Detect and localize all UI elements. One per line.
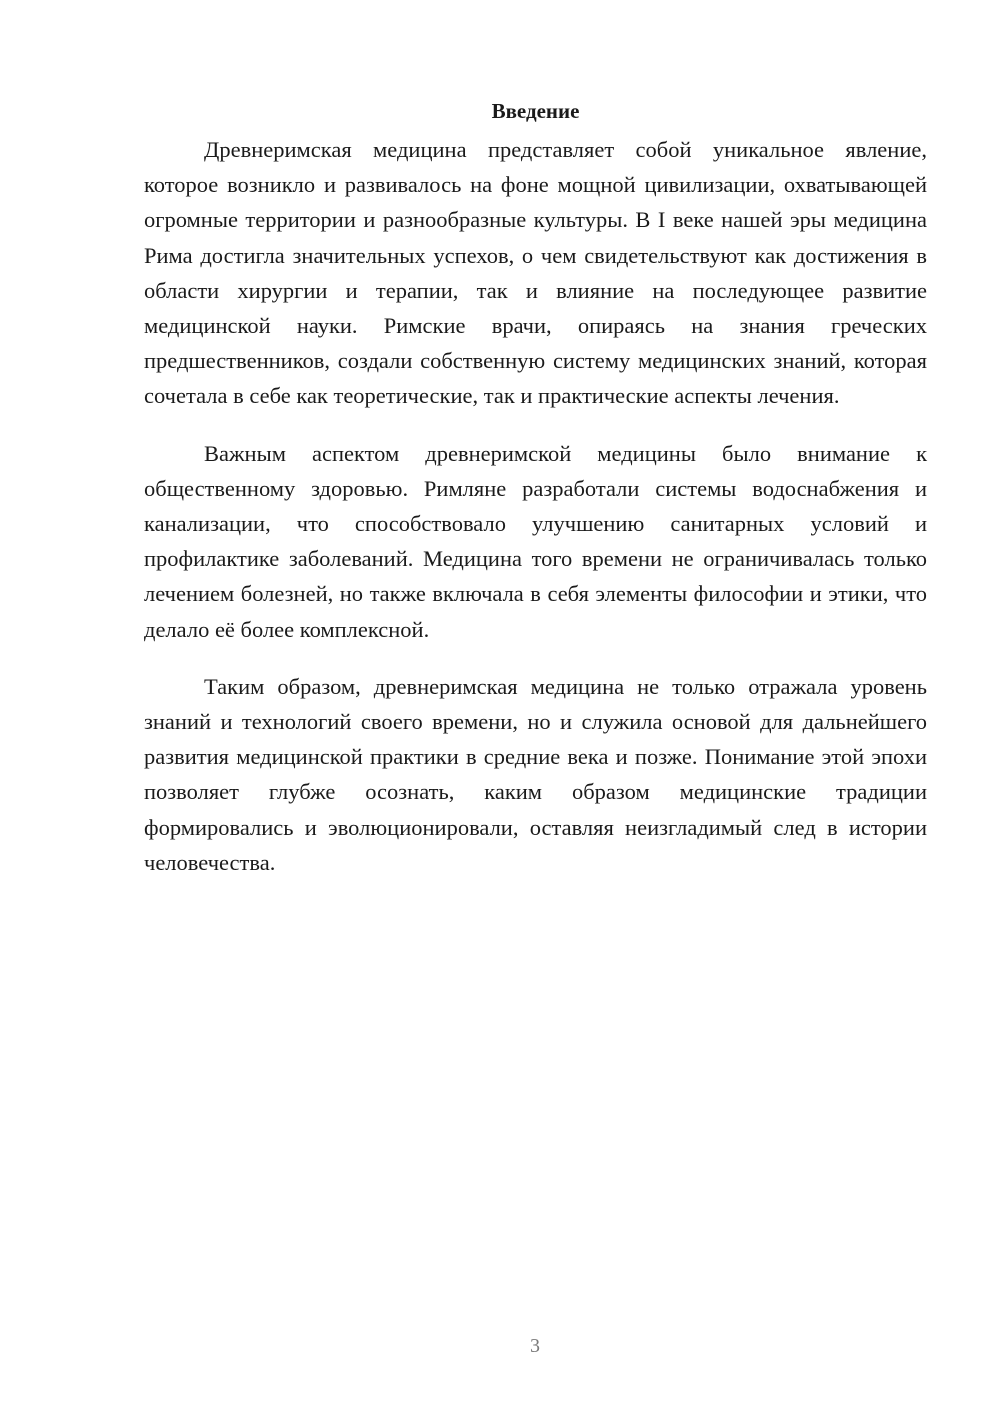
section-heading: Введение <box>491 99 580 123</box>
page-number: 3 <box>530 1335 540 1357</box>
paragraph-conclusion: Таким образом, древнеримская медицина не только отражала уровень знаний и технологий своего времени, но и служила основой для дальнейшего развития медицинской практики в средние века и позже. Понимание этой эпохи позволяет глубже осознать, каким образом медицинские традиции формировались и эволюционировали, оставляя неизгладимый след в истории человечества. <box>144 673 927 875</box>
paragraph-public-health: Важным аспектом древнеримской медицины было внимание к общественному здоровью. Римляне разработали системы водоснабжения и канализации, что способствовало улучшению санитарных условий и профилактике заболеваний. Медицина того времени не ограничивалась только лечением болезней, но также включала в себя элементы философии и этики, что делало её более комплексной. <box>144 440 927 642</box>
paragraph-intro: Древнеримская медицина представляет собой уникальное явление, которое возникло и развивалось на фоне мощной цивилизации, охватывающей огромные территории и разнообразные культуры. В I веке нашей эры медицина Рима достигла значительных успехов, о чем свидетельствуют как достижения в области хирургии и терапии, так и влияние на последующее развитие медицинской науки. Римские врачи, опираясь на знания греческих предшественников, создали собственную систему медицинских знаний, которая сочетала в себе как теоретические, так и практические аспекты лечения. <box>144 137 927 409</box>
page-content <box>144 96 927 880</box>
